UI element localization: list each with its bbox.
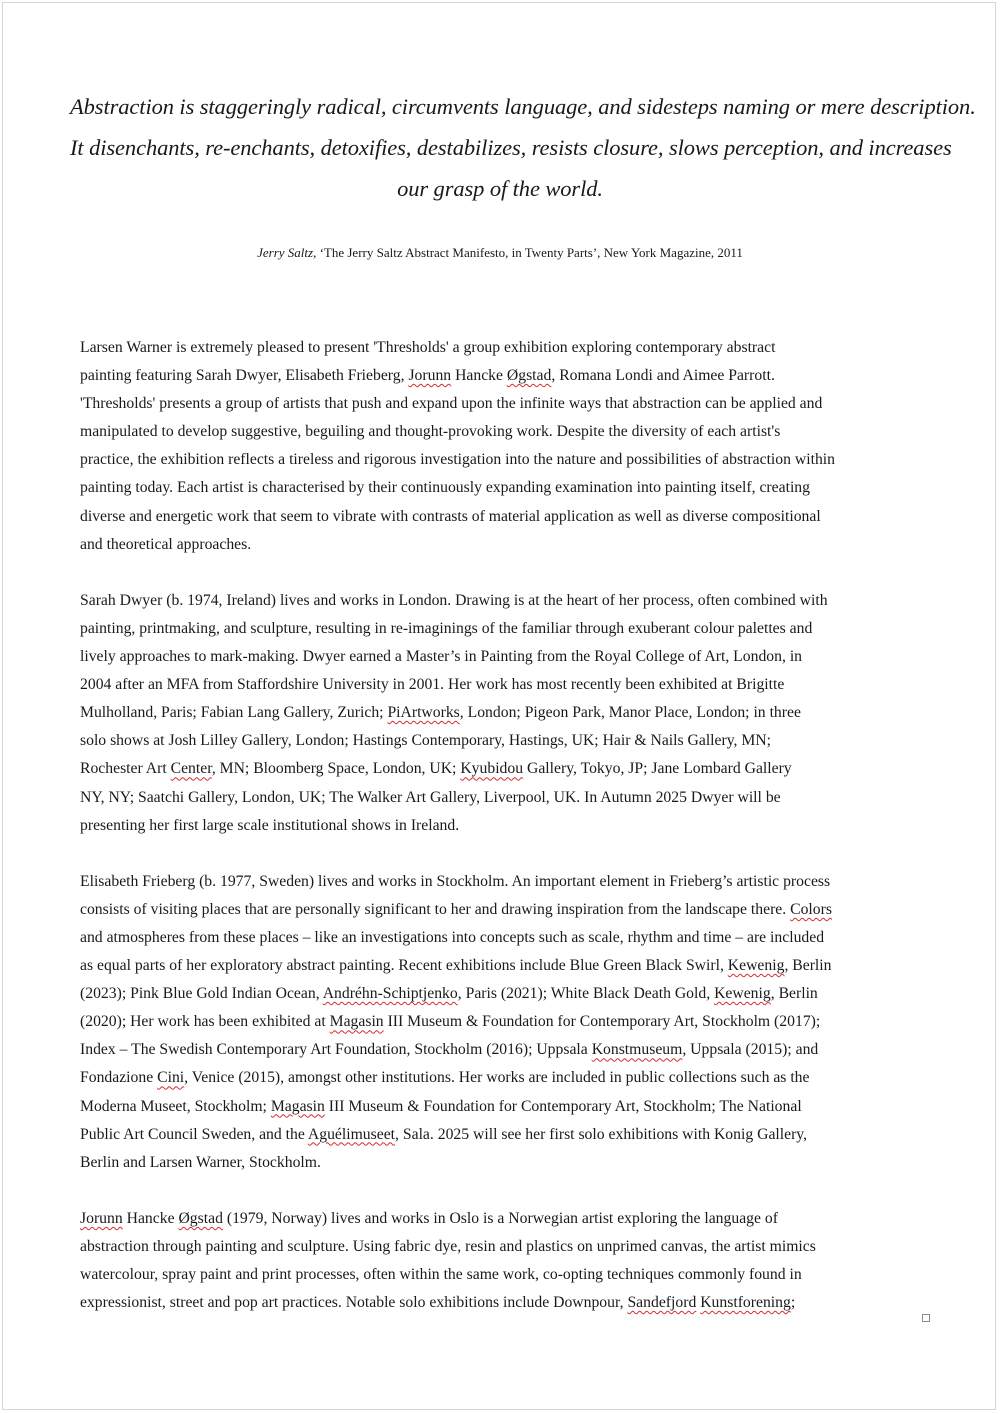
spelling-flag[interactable]: Jorunn bbox=[80, 1209, 123, 1227]
text-line: watercolour, spray paint and print processes, often within the same work, co-opting techniques commonly found in bbox=[80, 1266, 802, 1284]
spelling-flag[interactable]: Colors bbox=[790, 900, 832, 918]
text-run: , Romana Londi and Aimee Parrott. bbox=[551, 367, 775, 385]
text-run: Mulholland, Paris; Fabian Lang Gallery, Zurich; bbox=[80, 704, 388, 722]
text-run: (2020); Her work has been exhibited at bbox=[80, 1013, 330, 1031]
spelling-flag[interactable]: Kewenig bbox=[727, 957, 785, 975]
text-run: , London; Pigeon Park, Manor Place, London; in three bbox=[459, 704, 801, 722]
quote-line: It disenchants, re-enchants, detoxifies, destabilizes, resists closure, slows perception, and increases bbox=[70, 135, 952, 160]
text-line bbox=[80, 1064, 930, 1092]
spelling-flag[interactable]: Sandefjord bbox=[627, 1294, 697, 1312]
text-run: consists of visiting places that are personally significant to her and drawing inspiration from the landscape there. bbox=[80, 900, 791, 918]
spelling-flag[interactable]: Magasin bbox=[270, 1097, 325, 1115]
quote-line: our grasp of the world. bbox=[397, 176, 603, 201]
text-line: NY, NY; Saatchi Gallery, London, UK; The Walker Art Gallery, Liverpool, UK. In Autumn 2025 Dwyer will be bbox=[80, 788, 781, 806]
text-run: as equal parts of her exploratory abstract painting. Recent exhibitions include Blue Green Black Swirl, bbox=[80, 957, 728, 975]
spelling-flag[interactable]: Øgstad bbox=[506, 367, 552, 385]
text-run: ; bbox=[790, 1294, 796, 1312]
quote-line: Abstraction is staggeringly radical, circumvents language, and sidesteps naming or mere description. bbox=[70, 94, 976, 119]
text-line bbox=[80, 1205, 930, 1233]
text-line bbox=[80, 755, 930, 783]
spelling-flag[interactable]: Jorunn bbox=[408, 367, 452, 385]
text-run: , MN; Bloomberg Space, London, UK; bbox=[211, 760, 461, 778]
text-line: Elisabeth Frieberg (b. 1977, Sweden) lives and works in Stockholm. An important element in Frieberg’s artistic process bbox=[80, 872, 831, 890]
text-line: Sarah Dwyer (b. 1974, Ireland) lives and works in London. Drawing is at the heart of her process, often combined with bbox=[80, 591, 828, 609]
epigraph-quote bbox=[70, 86, 976, 209]
text-line bbox=[80, 1121, 930, 1149]
text-line: painting today. Each artist is characterised by their continuously expanding examination into painting itself, creating bbox=[80, 479, 810, 497]
text-run: expressionist, street and pop art practices. Notable solo exhibitions include Downpour, bbox=[80, 1294, 628, 1312]
text-line bbox=[80, 362, 930, 390]
text-run: (1979, Norway) lives and works in Oslo is a Norwegian artist exploring the language of bbox=[222, 1209, 778, 1227]
attribution-author: Jerry Saltz, bbox=[257, 245, 317, 260]
text-line: solo shows at Josh Lilley Gallery, London; Hastings Contemporary, Hastings, UK; Hair & Nails Gallery, MN; bbox=[80, 732, 772, 750]
text-run: Gallery, Tokyo, JP; Jane Lombard Gallery bbox=[523, 760, 792, 778]
text-run: Hancke bbox=[451, 367, 507, 385]
text-line: diverse and energetic work that seem to vibrate with contrasts of material application as well as diverse compositional bbox=[80, 507, 821, 525]
text-line bbox=[80, 699, 930, 727]
text-line: and theoretical approaches. bbox=[80, 535, 252, 553]
text-run: Index – The Swedish Contemporary Art Foundation, Stockholm (2016); Uppsala bbox=[80, 1041, 592, 1059]
text-line: 2004 after an MFA from Staffordshire University in 2001. Her work has most recently been exhibited at Brigitte bbox=[80, 676, 785, 694]
text-line bbox=[80, 1093, 930, 1121]
text-run: , Berlin bbox=[770, 985, 818, 1003]
spelling-flag[interactable]: PiArtworks bbox=[387, 704, 460, 722]
text-run: Hancke bbox=[122, 1209, 179, 1227]
spelling-flag[interactable]: Magasin bbox=[329, 1013, 384, 1031]
text-line bbox=[80, 1036, 930, 1064]
text-line: 'Thresholds' presents a group of artists that push and expand upon the infinite ways that abstraction can be applied and bbox=[80, 395, 823, 413]
spelling-flag[interactable]: Konstmuseum bbox=[591, 1041, 683, 1059]
text-line: and atmospheres from these places – like an investigations into concepts such as scale, rhythm and time – are included bbox=[80, 928, 825, 946]
text-run: Fondazione bbox=[80, 1069, 158, 1087]
text-line: Berlin and Larsen Warner, Stockholm. bbox=[80, 1153, 321, 1171]
text-line: lively approaches to mark-making. Dwyer earned a Master’s in Painting from the Royal College of Art, London, in bbox=[80, 648, 803, 666]
spelling-flag[interactable]: Kewenig bbox=[714, 985, 771, 1003]
text-line bbox=[80, 980, 930, 1008]
spelling-flag[interactable]: Center bbox=[170, 760, 212, 778]
text-line: abstraction through painting and sculpture. Using fabric dye, resin and plastics on unprimed canvas, the artist mimics bbox=[80, 1238, 816, 1255]
document-body[interactable] bbox=[80, 334, 930, 1345]
text-line bbox=[80, 1008, 930, 1036]
text-run: , Sala. 2025 will see her first solo exhibitions with Konig Gallery, bbox=[395, 1125, 808, 1143]
spelling-flag[interactable]: Aguélimuseet bbox=[307, 1125, 396, 1143]
text-run: III Museum & Foundation for Contemporary Art, Stockholm; The National bbox=[324, 1097, 802, 1115]
spelling-flag[interactable]: Kyubidou bbox=[460, 760, 524, 778]
text-run: , Paris (2021); White Black Death Gold, bbox=[457, 985, 715, 1003]
text-line bbox=[80, 1289, 930, 1317]
text-line: Larsen Warner is extremely pleased to present 'Thresholds' a group exhibition exploring contemporary abstract bbox=[80, 339, 776, 356]
text-run: , Uppsala (2015); and bbox=[682, 1041, 819, 1059]
spelling-flag[interactable]: Kunstforening bbox=[700, 1294, 791, 1312]
text-line bbox=[80, 896, 930, 924]
text-line: painting, printmaking, and sculpture, resulting in re-imaginings of the familiar through exuberant colour palettes and bbox=[80, 619, 813, 637]
quote-attribution bbox=[70, 243, 930, 263]
attribution-source: ‘The Jerry Saltz Abstract Manifesto, in Twenty Parts’, New York Magazine, 2011 bbox=[319, 245, 743, 260]
spelling-flag[interactable]: Cini bbox=[157, 1069, 185, 1087]
text-line: manipulated to develop suggestive, beguiling and thought-provoking work. Despite the diversity of each artist's bbox=[80, 423, 781, 441]
text-run: Public Art Council Sweden, and the bbox=[80, 1125, 308, 1143]
paragraph-frieberg bbox=[80, 868, 930, 1177]
paragraph-intro bbox=[80, 334, 930, 559]
text-run: painting featuring Sarah Dwyer, Elisabeth Frieberg, bbox=[80, 367, 409, 385]
text-run: Moderna Museet, Stockholm; bbox=[80, 1097, 271, 1115]
text-run: , Venice (2015), amongst other institutions. Her works are included in public collections such as the bbox=[184, 1069, 810, 1087]
paragraph-ogstad bbox=[80, 1205, 930, 1317]
spelling-flag[interactable]: Andréhn-Schiptjenko bbox=[322, 985, 458, 1003]
resize-handle-icon[interactable] bbox=[922, 1314, 930, 1322]
text-run: , Berlin bbox=[784, 957, 832, 975]
spelling-flag[interactable]: Øgstad bbox=[178, 1209, 223, 1227]
text-run: III Museum & Foundation for Contemporary Art, Stockholm (2017); bbox=[383, 1013, 821, 1031]
text-run: (2023); Pink Blue Gold Indian Ocean, bbox=[80, 985, 323, 1003]
paragraph-dwyer bbox=[80, 587, 930, 840]
text-line: presenting her first large scale institutional shows in Ireland. bbox=[80, 816, 460, 834]
text-line: practice, the exhibition reflects a tireless and rigorous investigation into the nature and possibilities of abstraction within bbox=[80, 451, 835, 469]
text-line bbox=[80, 952, 930, 980]
text-run: Rochester Art bbox=[80, 760, 171, 778]
